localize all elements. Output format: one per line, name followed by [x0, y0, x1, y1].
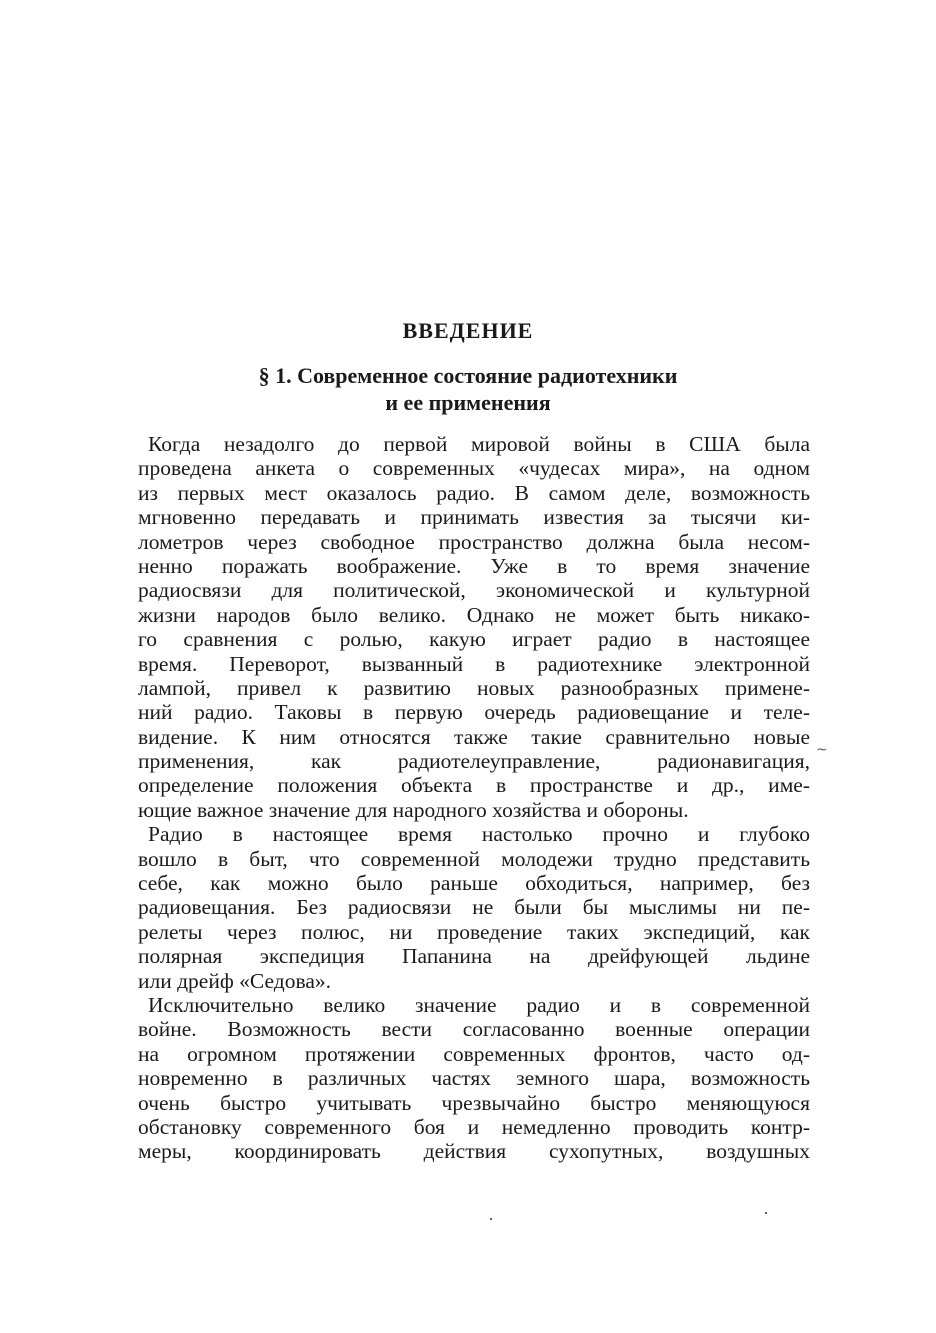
body-text: [138, 432, 810, 1164]
paragraph-2-line: или дрейф «Седова».: [138, 968, 331, 993]
section-title: [0, 362, 936, 416]
paragraph-3-line: очень быстро учитывать чрезвычайно быстро меняющуюся: [138, 1090, 810, 1115]
paragraph-1-line: мгновенно передавать и принимать известия за тысячи ки-: [138, 505, 810, 530]
paragraph-2-line: полярная экспедиция Папанина на дрейфующей льдине: [138, 944, 810, 969]
margin-mark: ~: [816, 742, 828, 758]
paragraph-1-line: лометров через свободное пространство должна была несом-: [138, 529, 810, 554]
paragraph-3-line: на огромном протяжении современных фронтов, часто од-: [138, 1041, 810, 1066]
paragraph-3-line: обстановку современного боя и немедленно проводить контр-: [138, 1114, 810, 1139]
paragraph-1-line: го сравнения с ролью, какую играет радио в настоящее: [138, 627, 810, 652]
paragraph-3-line: меры, координировать действия сухопутных, воздушных: [138, 1139, 810, 1164]
paragraph-1-line: видение. К ним относятся также такие сравнительно новые: [138, 724, 810, 749]
paragraph-3-line: войне. Возможность вести согласованно военные операции: [138, 1017, 810, 1042]
paragraph-2-line: радиовещания. Без радиосвязи не были бы мыслимы ни пе-: [138, 895, 810, 920]
paragraph-1-line: определение положения объекта в пространстве и др., име-: [138, 773, 810, 798]
paragraph-2-line: вошло в быт, что современной молодежи трудно представить: [138, 846, 810, 871]
paragraph-1-line: Когда незадолго до первой мировой войны в США была: [148, 432, 810, 456]
paragraph-1-line: время. Переворот, вызванный в радиотехнике электронной: [138, 651, 810, 676]
chapter-title: ВВЕДЕНИЕ: [402, 318, 534, 343]
paragraph-1-line: из первых мест оказалось радио. В самом деле, возможность: [138, 480, 810, 505]
paragraph-3-line: новременно в различных частях земного шара, возможность: [138, 1066, 810, 1091]
paragraph-2-line: Радио в настоящее время настолько прочно и глубоко: [148, 822, 810, 847]
paragraph-2-line: себе, как можно было раньше обходиться, например, без: [138, 871, 810, 896]
paragraph-3-line: Исключительно велико значение радио и в современной: [148, 992, 810, 1017]
paragraph-1-line: лампой, привел к развитию новых разнообразных примене-: [138, 675, 810, 700]
scan-speck: [765, 1212, 767, 1214]
paragraph-1-line: радиосвязи для политической, экономической и культурной: [138, 578, 810, 603]
section-title-line-1: § 1. Современное состояние радиотехники: [258, 363, 678, 388]
section-title-line-2: и ее применения: [385, 390, 551, 415]
paragraph-1-line: ющие важное значение для народного хозяйства и обороны.: [138, 797, 689, 822]
paragraph-1-line: ненно поражать воображение. Уже в то время значение: [138, 553, 810, 578]
scan-speck: [490, 1218, 492, 1220]
paragraph-1-line: применения, как радиотелеуправление, радионавигация,: [138, 749, 810, 774]
paragraph-1-line: проведена анкета о современных «чудесах мира», на одном: [138, 456, 810, 481]
paragraph-1-line: ний радио. Таковы в первую очередь радиовещание и теле-: [138, 700, 810, 725]
paragraph-2-line: релеты через полюс, ни проведение таких экспедиций, как: [138, 919, 810, 944]
paragraph-1-line: жизни народов было велико. Однако не может быть никако-: [138, 602, 810, 627]
